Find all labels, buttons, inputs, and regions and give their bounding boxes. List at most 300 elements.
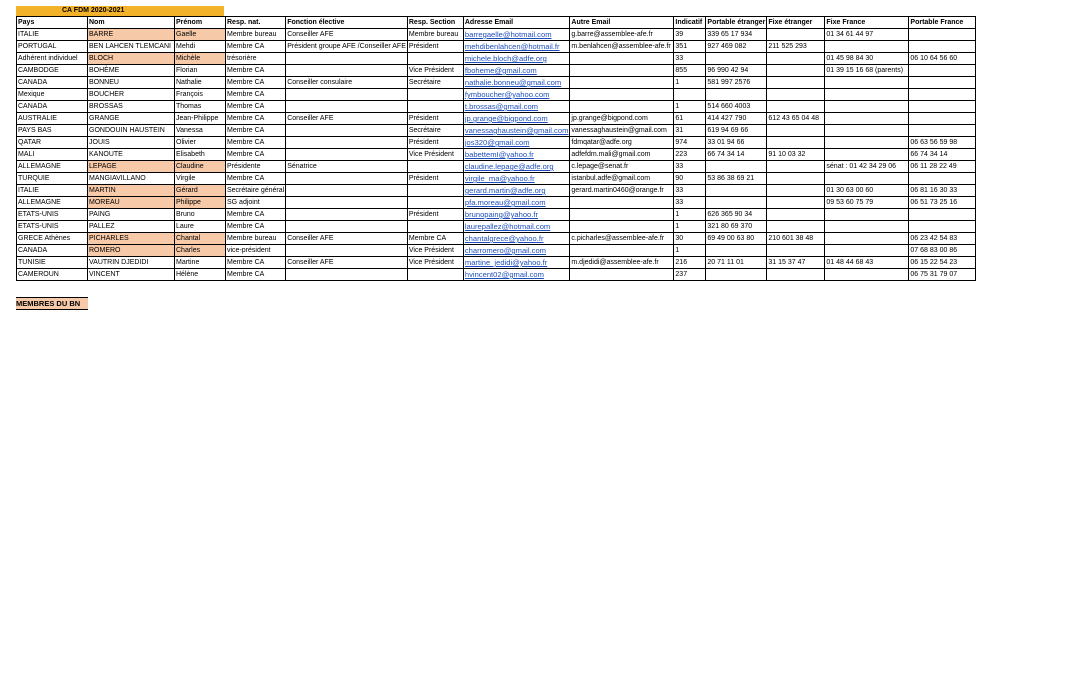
cell-resp-nat: Membre CA: [226, 221, 286, 233]
cell-portable-etranger: [706, 53, 767, 65]
cell-prenom: Jean-Philippe: [175, 113, 226, 125]
cell-resp-section: [407, 161, 463, 173]
cell-pays: CANADA: [17, 77, 88, 89]
cell-resp-section: [407, 101, 463, 113]
cell-indicatif: 1: [674, 209, 706, 221]
cell-pays: ETATS-UNIS: [17, 221, 88, 233]
cell-portable-france: [909, 113, 976, 125]
cell-prenom: Mehdi: [175, 41, 226, 53]
cell-autre-email: m.benlahcen@assemblee-afe.fr: [570, 41, 674, 53]
cell-fixe-etranger: [767, 269, 825, 281]
cell-nom: PICHARLES: [88, 233, 175, 245]
cell-prenom: Virgile: [175, 173, 226, 185]
table-row: [17, 257, 976, 269]
cell-adresse-email[interactable]: fboheme@gmail.com: [463, 65, 570, 77]
cell-nom: BOHÈME: [88, 65, 175, 77]
cell-fixe-france: 01 34 61 44 97: [825, 29, 909, 41]
cell-fixe-france: 09 53 60 75 79: [825, 197, 909, 209]
cell-pays: PORTUGAL: [17, 41, 88, 53]
cell-fixe-etranger: [767, 53, 825, 65]
cell-resp-section: Vice Président: [407, 65, 463, 77]
table-row: [17, 77, 976, 89]
cell-resp-nat: Membre CA: [226, 41, 286, 53]
cell-autre-email: c.lepage@senat.fr: [570, 161, 674, 173]
cell-pays: ALLEMAGNE: [17, 161, 88, 173]
cell-resp-nat: Membre bureau: [226, 29, 286, 41]
cell-indicatif: 855: [674, 65, 706, 77]
cell-portable-france: 06 75 31 79 07: [909, 269, 976, 281]
cell-fixe-etranger: 211 525 293: [767, 41, 825, 53]
cell-fixe-etranger: [767, 101, 825, 113]
column-header-pays: Pays: [17, 17, 88, 29]
cell-portable-etranger: [706, 89, 767, 101]
cell-resp-nat: trésorière: [226, 53, 286, 65]
cell-autre-email: [570, 53, 674, 65]
cell-indicatif: 237: [674, 269, 706, 281]
table-row: [17, 185, 976, 197]
cell-fixe-etranger: [767, 209, 825, 221]
cell-fixe-france: [825, 41, 909, 53]
cell-nom: MANGIAVILLANO: [88, 173, 175, 185]
cell-indicatif: 33: [674, 185, 706, 197]
cell-indicatif: 39: [674, 29, 706, 41]
cell-autre-email: [570, 65, 674, 77]
cell-adresse-email[interactable]: claudine.lepage@adfe.org: [463, 161, 570, 173]
cell-fixe-france: [825, 89, 909, 101]
cell-portable-etranger: 339 65 17 934: [706, 29, 767, 41]
cell-portable-etranger: 53 86 38 69 21: [706, 173, 767, 185]
cell-prenom: Elisabeth: [175, 149, 226, 161]
cell-fonction-elective: Conseiller AFE: [286, 257, 408, 269]
table-row: [17, 89, 976, 101]
cell-pays: PAYS BAS: [17, 125, 88, 137]
cell-fixe-france: [825, 137, 909, 149]
cell-nom: JOUIS: [88, 137, 175, 149]
cell-fonction-elective: [286, 185, 408, 197]
cell-indicatif: 1: [674, 221, 706, 233]
cell-fixe-etranger: [767, 77, 825, 89]
cell-adresse-email[interactable]: laurepallez@hotmail.com: [463, 221, 570, 233]
cell-fixe-etranger: 91 10 03 32: [767, 149, 825, 161]
cell-resp-section: Président: [407, 209, 463, 221]
cell-autre-email: g.barre@assemblee-afe.fr: [570, 29, 674, 41]
cell-portable-france: [909, 89, 976, 101]
cell-fixe-france: 01 30 63 00 60: [825, 185, 909, 197]
cell-fonction-elective: Conseiller AFE: [286, 29, 408, 41]
table-row: [17, 197, 976, 209]
cell-fixe-etranger: [767, 29, 825, 41]
table-row: [17, 65, 976, 77]
cell-adresse-email[interactable]: jp.grange@bigpond.com: [463, 113, 570, 125]
section-label: MEMBRES DU BN: [16, 297, 88, 310]
cell-resp-section: [407, 185, 463, 197]
table-row: [17, 221, 976, 233]
cell-pays: TUNISIE: [17, 257, 88, 269]
cell-resp-section: Président: [407, 137, 463, 149]
column-header-prenom: Prénom: [175, 17, 226, 29]
cell-prenom: Laure: [175, 221, 226, 233]
column-header-fixe-etranger: Fixe étranger: [767, 17, 825, 29]
cell-nom: MOREAU: [88, 197, 175, 209]
cell-prenom: Michèle: [175, 53, 226, 65]
cell-resp-nat: Membre CA: [226, 113, 286, 125]
cell-autre-email: [570, 221, 674, 233]
cell-fixe-etranger: [767, 221, 825, 233]
cell-portable-france: [909, 125, 976, 137]
cell-portable-etranger: [706, 161, 767, 173]
cell-nom: GRANGE: [88, 113, 175, 125]
cell-nom: VINCENT: [88, 269, 175, 281]
cell-portable-etranger: 20 71 11 01: [706, 257, 767, 269]
cell-indicatif: 216: [674, 257, 706, 269]
cell-portable-france: 06 15 22 54 23: [909, 257, 976, 269]
column-header-fixe-france: Fixe France: [825, 17, 909, 29]
cell-autre-email: adfefdm.mali@gmail.com: [570, 149, 674, 161]
cell-resp-nat: Membre CA: [226, 65, 286, 77]
table-row: [17, 29, 976, 41]
cell-fixe-france: [825, 101, 909, 113]
cell-resp-section: [407, 89, 463, 101]
table-row: [17, 101, 976, 113]
cell-adresse-email[interactable]: t.brossas@gmail.com: [463, 101, 570, 113]
cell-fixe-etranger: [767, 89, 825, 101]
cell-nom: BROSSAS: [88, 101, 175, 113]
cell-fonction-elective: [286, 173, 408, 185]
cell-fixe-france: [825, 125, 909, 137]
cell-fixe-etranger: [767, 197, 825, 209]
cell-fixe-france: [825, 245, 909, 257]
cell-fonction-elective: [286, 245, 408, 257]
cell-resp-nat: Membre CA: [226, 269, 286, 281]
cell-fixe-france: 01 45 98 84 30: [825, 53, 909, 65]
cell-portable-france: 06 51 73 25 16: [909, 197, 976, 209]
cell-prenom: Philippe: [175, 197, 226, 209]
cell-adresse-email[interactable]: chantalgrece@yahoo.fr: [463, 233, 570, 245]
cell-portable-france: [909, 209, 976, 221]
cell-indicatif: 31: [674, 125, 706, 137]
cell-resp-section: [407, 269, 463, 281]
cell-portable-etranger: 414 427 790: [706, 113, 767, 125]
column-header-autre-email: Autre Email: [570, 17, 674, 29]
cell-pays: ITALIE: [17, 29, 88, 41]
cell-portable-etranger: [706, 185, 767, 197]
cell-portable-france: 06 10 64 56 60: [909, 53, 976, 65]
table-row: [17, 233, 976, 245]
cell-fixe-etranger: [767, 173, 825, 185]
cell-fonction-elective: Conseiller AFE: [286, 233, 408, 245]
cell-prenom: Gaelle: [175, 29, 226, 41]
cell-indicatif: 33: [674, 197, 706, 209]
cell-fonction-elective: Président groupe AFE /Conseiller AFE: [286, 41, 408, 53]
cell-portable-etranger: 33 01 94 66: [706, 137, 767, 149]
cell-pays: ETATS-UNIS: [17, 209, 88, 221]
cell-nom: PALLEZ: [88, 221, 175, 233]
cell-adresse-email[interactable]: babettemI@yahoo.fr: [463, 149, 570, 161]
cell-nom: BOUCHER: [88, 89, 175, 101]
cell-adresse-email[interactable]: gerard.martin@adfe.org: [463, 185, 570, 197]
cell-adresse-email[interactable]: hvincent02@gmail.com: [463, 269, 570, 281]
cell-portable-france: 06 81 16 30 33: [909, 185, 976, 197]
cell-fonction-elective: [286, 53, 408, 65]
cell-resp-nat: Membre CA: [226, 173, 286, 185]
cell-fonction-elective: [286, 269, 408, 281]
cell-indicatif: 33: [674, 161, 706, 173]
cell-pays: ALLEMAGNE: [17, 197, 88, 209]
cell-portable-france: [909, 221, 976, 233]
cell-portable-etranger: 96 990 42 94: [706, 65, 767, 77]
column-header-nom: Nom: [88, 17, 175, 29]
cell-fixe-etranger: [767, 125, 825, 137]
cell-indicatif: 61: [674, 113, 706, 125]
cell-prenom: Vanessa: [175, 125, 226, 137]
cell-fonction-elective: [286, 149, 408, 161]
cell-fixe-etranger: [767, 185, 825, 197]
cell-indicatif: 1: [674, 101, 706, 113]
cell-nom: BARRE: [88, 29, 175, 41]
cell-portable-etranger: 69 49 00 63 80: [706, 233, 767, 245]
cell-fonction-elective: [286, 137, 408, 149]
cell-autre-email: [570, 209, 674, 221]
cell-adresse-email[interactable]: mehdibenlahcen@hotmail.fr: [463, 41, 570, 53]
cell-portable-etranger: 321 80 69 370: [706, 221, 767, 233]
cell-portable-france: 66 74 34 14: [909, 149, 976, 161]
cell-autre-email: gerard.martin0460@orange.fr: [570, 185, 674, 197]
cell-indicatif: 90: [674, 173, 706, 185]
cell-autre-email: [570, 245, 674, 257]
cell-resp-nat: Membre CA: [226, 101, 286, 113]
cell-prenom: François: [175, 89, 226, 101]
cell-pays: QATAR: [17, 137, 88, 149]
cell-portable-france: [909, 77, 976, 89]
cell-fonction-elective: Sénatrice: [286, 161, 408, 173]
cell-portable-etranger: 619 94 69 66: [706, 125, 767, 137]
cell-adresse-email[interactable]: michele.bloch@adfe.org: [463, 53, 570, 65]
column-header-resp-section: Resp. Section: [407, 17, 463, 29]
cell-prenom: Martine: [175, 257, 226, 269]
cell-autre-email: jp.grange@bigpond.com: [570, 113, 674, 125]
cell-fonction-elective: Conseiller consulaire: [286, 77, 408, 89]
cell-fixe-etranger: 612 43 65 04 48: [767, 113, 825, 125]
cell-portable-france: [909, 173, 976, 185]
cell-nom: LEPAGE: [88, 161, 175, 173]
cell-nom: KANOUTE: [88, 149, 175, 161]
cell-resp-section: [407, 53, 463, 65]
cell-pays: CAMBODGE: [17, 65, 88, 77]
cell-indicatif: 1: [674, 245, 706, 257]
cell-resp-nat: Présidente: [226, 161, 286, 173]
cell-indicatif: 30: [674, 233, 706, 245]
cell-indicatif: 1: [674, 77, 706, 89]
cell-resp-nat: Membre bureau: [226, 233, 286, 245]
cell-autre-email: vanessaghaustein@gmail.com: [570, 125, 674, 137]
cell-fixe-france: 01 39 15 16 68 (parents): [825, 65, 909, 77]
cell-indicatif: 33: [674, 53, 706, 65]
cell-fonction-elective: [286, 101, 408, 113]
cell-indicatif: [674, 89, 706, 101]
cell-portable-etranger: 626 365 90 34: [706, 209, 767, 221]
cell-fixe-etranger: 31 15 37 47: [767, 257, 825, 269]
cell-fixe-france: sénat : 01 42 34 29 06: [825, 161, 909, 173]
cell-autre-email: fdmqatar@adfe.org: [570, 137, 674, 149]
table-row: [17, 245, 976, 257]
cell-adresse-email[interactable]: virgile_ma@yahoo.fr: [463, 173, 570, 185]
cell-resp-nat: vice-président: [226, 245, 286, 257]
cell-prenom: Gérard: [175, 185, 226, 197]
cell-pays: CANADA: [17, 101, 88, 113]
header-row: [17, 17, 976, 29]
table-row: [17, 269, 976, 281]
cell-portable-france: [909, 101, 976, 113]
cell-adresse-email[interactable]: barregaelle@hotmail.com: [463, 29, 570, 41]
cell-fonction-elective: Conseiller AFE: [286, 113, 408, 125]
column-header-portable-etranger: Portable étranger: [706, 17, 767, 29]
cell-fixe-france: [825, 173, 909, 185]
column-header-fonction-elective: Fonction élective: [286, 17, 408, 29]
cell-adresse-email[interactable]: pfa.moreau@gmail.com: [463, 197, 570, 209]
cell-fixe-france: [825, 77, 909, 89]
cell-fonction-elective: [286, 209, 408, 221]
sheet-title: CA FDM 2020-2021: [16, 6, 224, 16]
cell-resp-section: Vice Président: [407, 149, 463, 161]
cell-portable-etranger: 514 660 4003: [706, 101, 767, 113]
column-header-portable-france: Portable France: [909, 17, 976, 29]
cell-indicatif: 223: [674, 149, 706, 161]
cell-nom: BONNEU: [88, 77, 175, 89]
cell-fonction-elective: [286, 89, 408, 101]
cell-adresse-email[interactable]: jos320@gmail.com: [463, 137, 570, 149]
cell-fixe-france: 01 48 44 68 43: [825, 257, 909, 269]
cell-fixe-etranger: [767, 245, 825, 257]
cell-autre-email: [570, 101, 674, 113]
cell-pays: Mexique: [17, 89, 88, 101]
cell-portable-etranger: [706, 245, 767, 257]
cell-nom: VAUTRIN DJEDIDI: [88, 257, 175, 269]
cell-portable-france: [909, 29, 976, 41]
members-table: [16, 16, 976, 281]
cell-prenom: Thomas: [175, 101, 226, 113]
cell-adresse-email[interactable]: nathalie.bonneu@gmail.com: [463, 77, 570, 89]
table-row: [17, 209, 976, 221]
column-header-adresse-email: Adresse Email: [463, 17, 570, 29]
cell-fixe-etranger: [767, 137, 825, 149]
cell-resp-section: Secrétaire: [407, 77, 463, 89]
cell-pays: CAMEROUN: [17, 269, 88, 281]
cell-fonction-elective: [286, 125, 408, 137]
table-row: [17, 149, 976, 161]
cell-adresse-email[interactable]: fymboucher@yahoo.com: [463, 89, 570, 101]
cell-fixe-france: [825, 149, 909, 161]
cell-pays: ITALIE: [17, 185, 88, 197]
cell-resp-section: Vice Président: [407, 257, 463, 269]
cell-resp-section: Membre CA: [407, 233, 463, 245]
cell-pays: AUSTRALIE: [17, 113, 88, 125]
cell-indicatif: 351: [674, 41, 706, 53]
cell-resp-nat: Membre CA: [226, 77, 286, 89]
cell-autre-email: m.djedidi@assemblee-afe.fr: [570, 257, 674, 269]
cell-portable-france: [909, 41, 976, 53]
cell-prenom: Claudine: [175, 161, 226, 173]
cell-fonction-elective: [286, 65, 408, 77]
cell-resp-section: [407, 221, 463, 233]
cell-portable-etranger: 927 469 082: [706, 41, 767, 53]
cell-prenom: Charles: [175, 245, 226, 257]
cell-resp-section: Président: [407, 41, 463, 53]
cell-autre-email: [570, 77, 674, 89]
table-row: [17, 53, 976, 65]
cell-fixe-france: [825, 209, 909, 221]
cell-pays: CANADA: [17, 245, 88, 257]
cell-autre-email: [570, 197, 674, 209]
cell-adresse-email[interactable]: vanessaghaustein@gmail.com: [464, 126, 569, 135]
cell-portable-france: [909, 65, 976, 77]
cell-prenom: Florian: [175, 65, 226, 77]
cell-portable-etranger: 581 997 2576: [706, 77, 767, 89]
cell-pays: GRECE Athènes: [17, 233, 88, 245]
cell-nom: MARTIN: [88, 185, 175, 197]
cell-fixe-france: [825, 269, 909, 281]
cell-portable-france: 06 63 56 59 98: [909, 137, 976, 149]
cell-prenom: Nathalie: [175, 77, 226, 89]
cell-resp-section: Membre bureau: [407, 29, 463, 41]
cell-resp-section: Vice Président: [407, 245, 463, 257]
cell-adresse-email[interactable]: charromero@gmail.com: [463, 245, 570, 257]
table-row: [17, 113, 976, 125]
cell-resp-nat: Membre CA: [226, 89, 286, 101]
cell-autre-email: [570, 89, 674, 101]
cell-nom: GONDOUIN HAUSTEIN: [88, 125, 175, 137]
cell-adresse-email[interactable]: martine_jedidi@yahoo.fr: [463, 257, 570, 269]
table-row: [17, 173, 976, 185]
cell-nom: PAING: [88, 209, 175, 221]
cell-resp-section: [407, 197, 463, 209]
cell-autre-email: c.picharles@assemblee-afe.fr: [570, 233, 674, 245]
cell-resp-nat: Membre CA: [226, 209, 286, 221]
cell-nom: ROMERO: [88, 245, 175, 257]
cell-fixe-france: [825, 221, 909, 233]
cell-fixe-etranger: [767, 65, 825, 77]
cell-prenom: Hélène: [175, 269, 226, 281]
cell-nom: BEN LAHCEN TLEMCANI: [88, 41, 175, 53]
table-row: [17, 137, 976, 149]
cell-indicatif: 974: [674, 137, 706, 149]
table-row: [17, 161, 976, 173]
cell-resp-nat: Membre CA: [226, 137, 286, 149]
column-header-resp-nat: Resp. nat.: [226, 17, 286, 29]
cell-portable-etranger: [706, 197, 767, 209]
cell-resp-nat: Membre CA: [226, 125, 286, 137]
cell-pays: Adhérent individuel: [17, 53, 88, 65]
cell-portable-france: 06 23 42 54 83: [909, 233, 976, 245]
cell-fixe-france: [825, 233, 909, 245]
cell-resp-section: Président: [407, 173, 463, 185]
cell-fonction-elective: [286, 221, 408, 233]
table-row: [17, 125, 976, 137]
column-header-indicatif: Indicatif: [674, 17, 706, 29]
cell-prenom: Bruno: [175, 209, 226, 221]
cell-portable-etranger: [706, 269, 767, 281]
cell-fixe-france: [825, 113, 909, 125]
cell-fixe-etranger: 210 601 38 48: [767, 233, 825, 245]
cell-prenom: Chantal: [175, 233, 226, 245]
cell-resp-nat: SG adjoint: [226, 197, 286, 209]
cell-fonction-elective: [286, 197, 408, 209]
table-row: [17, 41, 976, 53]
cell-resp-nat: Membre CA: [226, 257, 286, 269]
cell-adresse-email[interactable]: brunopaing@yahoo.fr: [463, 209, 570, 221]
cell-autre-email: istanbul.adfe@gmail.com: [570, 173, 674, 185]
cell-resp-nat: Secrétaire général: [226, 185, 286, 197]
cell-pays: TURQUIE: [17, 173, 88, 185]
